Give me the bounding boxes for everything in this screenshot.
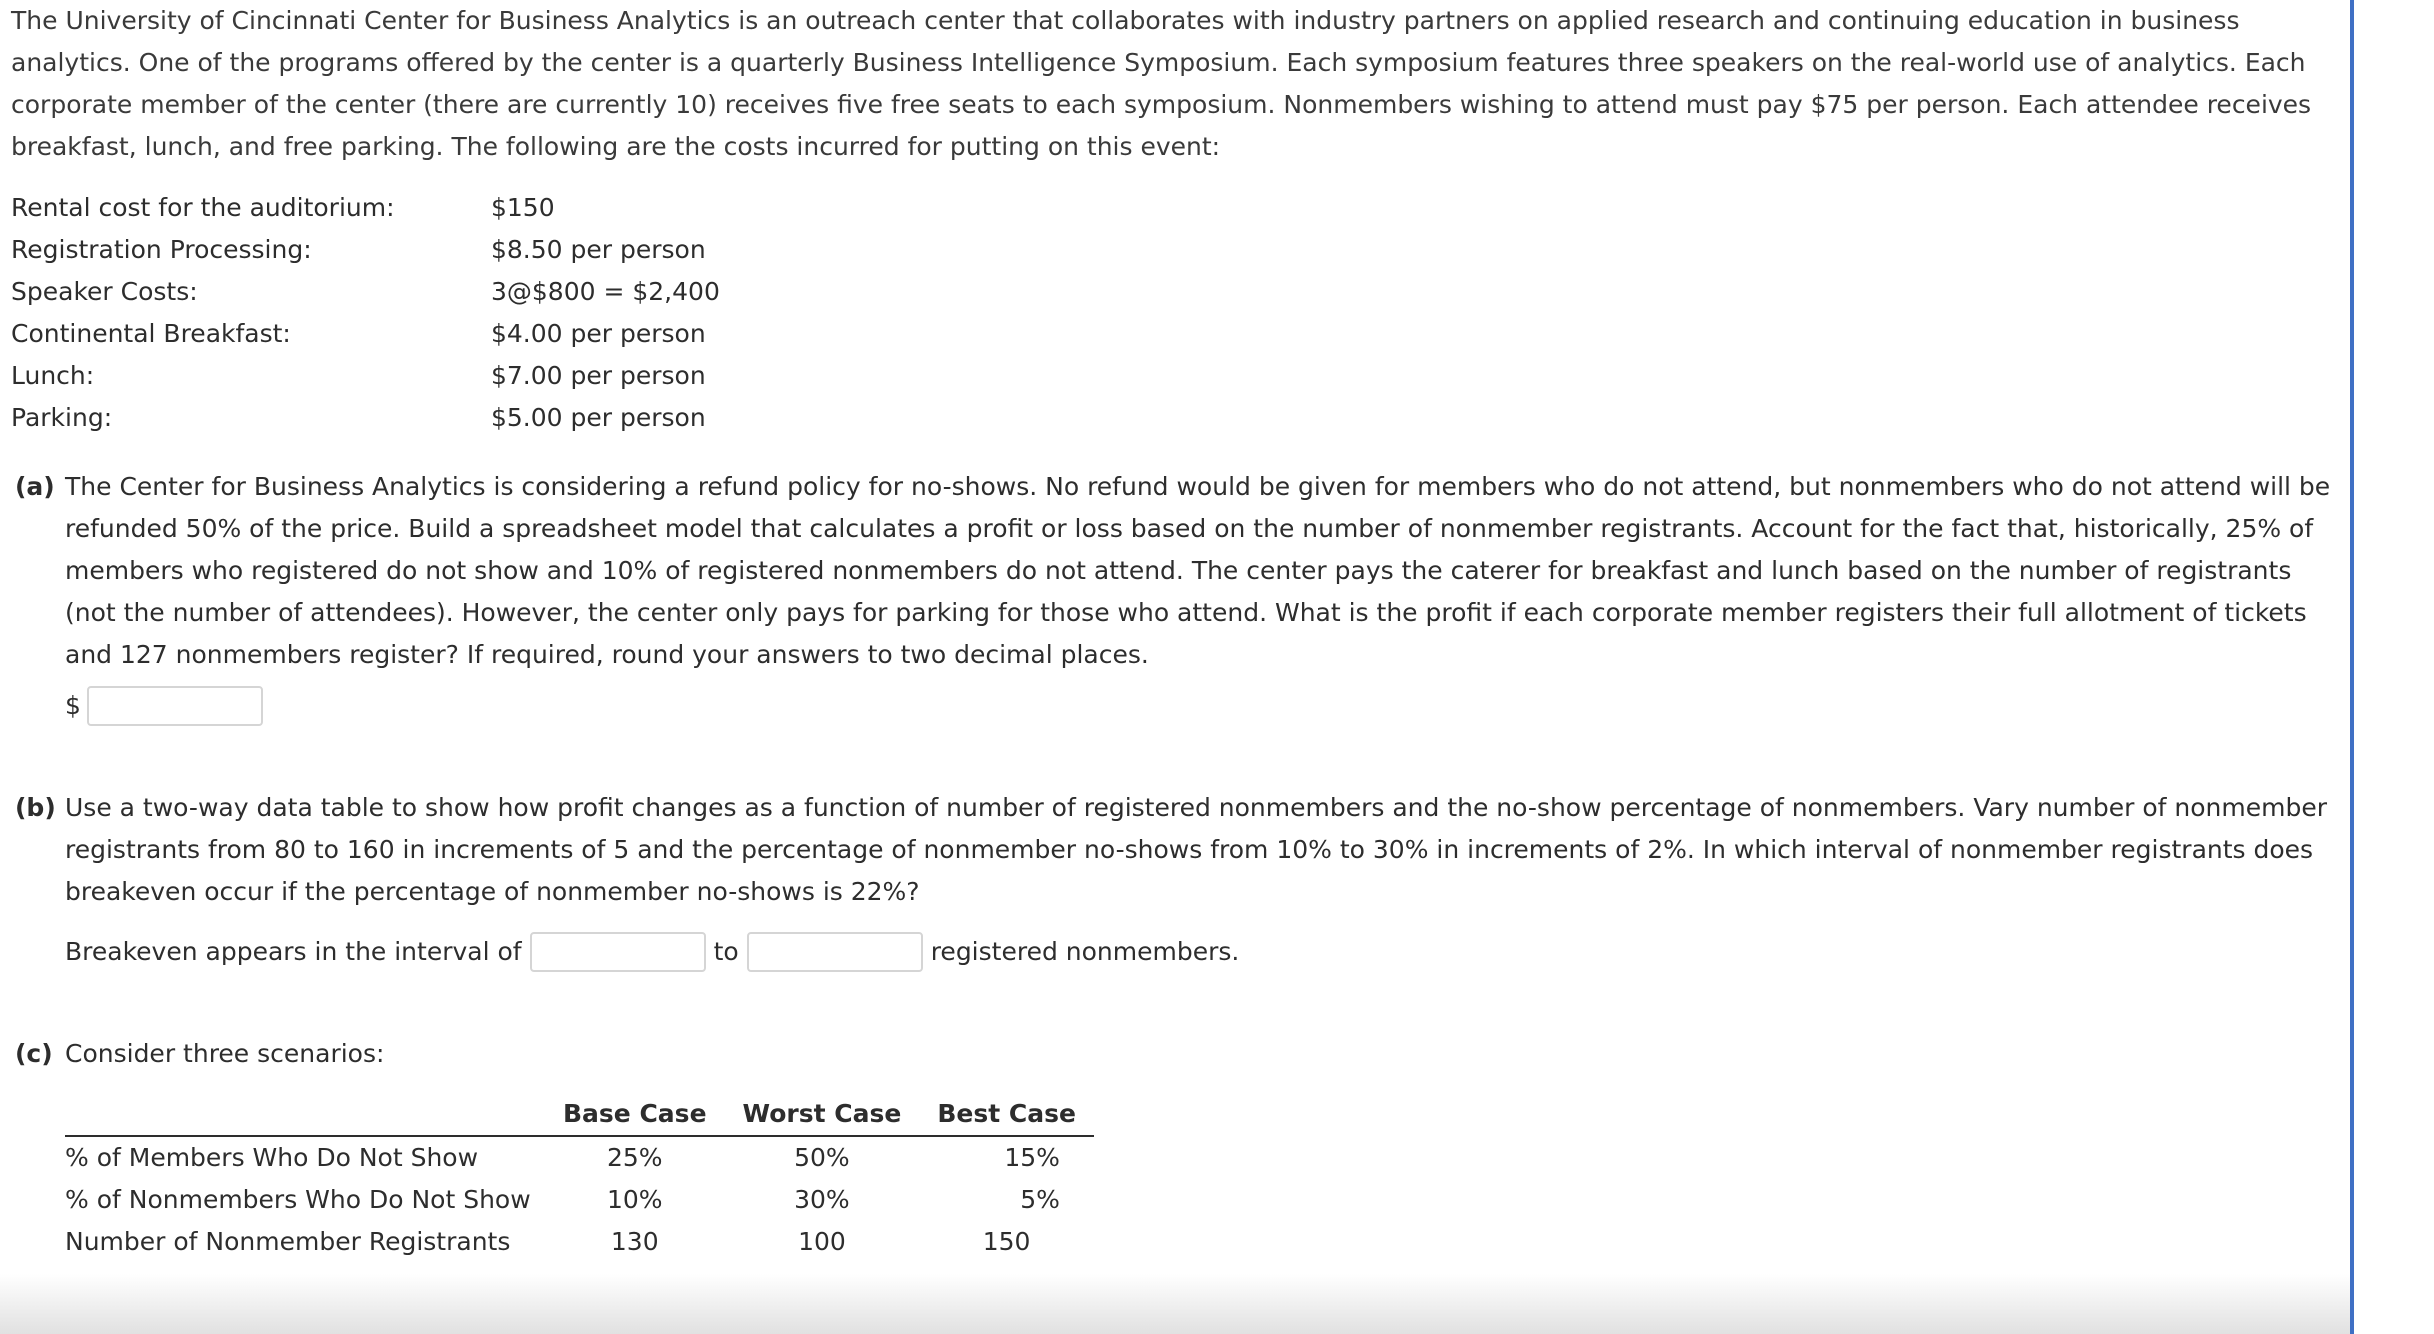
- cost-value: $5.00 per person: [491, 403, 706, 432]
- part-a-letter: (a): [15, 472, 55, 501]
- cost-row: [11, 187, 891, 229]
- part-c-text: Consider three scenarios:: [65, 1039, 385, 1068]
- table-cell: 50%: [794, 1143, 850, 1172]
- table-cell: 150: [982, 1227, 1031, 1256]
- cost-label: Rental cost for the auditorium:: [11, 193, 395, 222]
- cost-label: Speaker Costs:: [11, 277, 198, 306]
- table-cell: 5%: [1020, 1185, 1060, 1214]
- cost-row: [11, 313, 891, 355]
- part-c: [11, 1033, 2341, 1075]
- breakeven-low-input[interactable]: [530, 932, 706, 972]
- part-a-text: The Center for Business Analytics is considering a refund policy for no-shows. No refund would be given for members who do not attend, but nonmembers who do not attend will be refunded 50% of the price. Build a spreadsheet model that calculates a profit or loss based on the number of nonmember registrants. Account for the fact that, historically, 25% of members who registered do not show and 10% of registered nonmembers do not attend. The center pays the caterer for breakfast and lunch based on the number of registrants (not the number of attendees). However, the center only pays for parking for those who attend. What is the profit if each corporate member registers their full allotment of tickets and 127 nonmembers register? If required, round your answers to two decimal places.: [65, 472, 2331, 669]
- profit-answer-input[interactable]: [87, 686, 263, 726]
- part-a: [11, 466, 2341, 676]
- part-b-letter: (b): [15, 793, 56, 822]
- cost-row: [11, 271, 891, 313]
- cost-value: $8.50 per person: [491, 235, 706, 264]
- table-header: Worst Case: [725, 1093, 920, 1136]
- cost-row: [11, 355, 891, 397]
- table-cell: 25%: [606, 1143, 663, 1172]
- part-b: [11, 787, 2341, 913]
- row-label: Number of Nonmember Registrants: [65, 1227, 511, 1256]
- cost-value: $7.00 per person: [491, 361, 706, 390]
- row-label: % of Nonmembers Who Do Not Show: [65, 1185, 531, 1214]
- cost-value: 3@$800 = $2,400: [491, 277, 720, 306]
- table-cell: 100: [798, 1227, 846, 1256]
- cost-value: $150: [491, 193, 555, 222]
- cost-label: Registration Processing:: [11, 235, 312, 264]
- table-row: [65, 1221, 1094, 1263]
- table-cell: 130: [610, 1227, 659, 1256]
- cost-label: Lunch:: [11, 361, 95, 390]
- table-row: [65, 1136, 1094, 1179]
- cost-row: [11, 397, 891, 439]
- part-a-answer: [65, 684, 263, 728]
- cost-label: Parking:: [11, 403, 113, 432]
- breakeven-prefix: Breakeven appears in the interval of: [65, 937, 522, 966]
- table-cell: 30%: [794, 1185, 850, 1214]
- row-label: % of Members Who Do Not Show: [65, 1143, 479, 1172]
- part-b-text: Use a two-way data table to show how profit changes as a function of number of registered nonmembers and the no-show percentage of nonmembers. Vary number of nonmember registrants from 80 to 160 in increments of 5 and the percentage of nonmember no-shows from 10% to 30% in increments of 2%. In which interval of nonmember registrants does breakeven occur if the percentage of nonmember no-shows is 22%?: [65, 793, 2327, 906]
- cost-row: [11, 229, 891, 271]
- table-header: Best Case: [919, 1093, 1094, 1136]
- bottom-shadow: [0, 1274, 2350, 1334]
- breakeven-high-input[interactable]: [747, 932, 923, 972]
- breakeven-to-label: to: [713, 937, 739, 966]
- table-header-row: [65, 1093, 1094, 1136]
- cost-list: [11, 187, 891, 439]
- currency-symbol: $: [65, 691, 81, 720]
- part-b-answer: [65, 929, 1239, 975]
- table-header: Base Case: [545, 1093, 725, 1136]
- problem-content: [11, 0, 2341, 1256]
- right-border-line: [2350, 0, 2354, 1334]
- scenario-table: [65, 1093, 1094, 1263]
- problem-intro: The University of Cincinnati Center for Business Analytics is an outreach center that collaborates with industry partners on applied research and continuing education in business analytics. One of the programs offered by the center is a quarterly Business Intelligence Symposium. Each symposium features three speakers on the real-world use of analytics. Each corporate member of the center (there are currently 10) receives five free seats to each symposium. Nonmembers wishing to attend must pay $75 per person. Each attendee receives breakfast, lunch, and free parking. The following are the costs incurred for putting on this event:: [11, 6, 2312, 161]
- table-header-blank: [65, 1093, 545, 1136]
- table-cell: 10%: [606, 1185, 663, 1214]
- breakeven-suffix: registered nonmembers.: [930, 937, 1240, 966]
- table-row: [65, 1179, 1094, 1221]
- cost-label: Continental Breakfast:: [11, 319, 291, 348]
- cost-value: $4.00 per person: [491, 319, 706, 348]
- part-c-letter: (c): [15, 1039, 53, 1068]
- table-cell: 15%: [1004, 1143, 1060, 1172]
